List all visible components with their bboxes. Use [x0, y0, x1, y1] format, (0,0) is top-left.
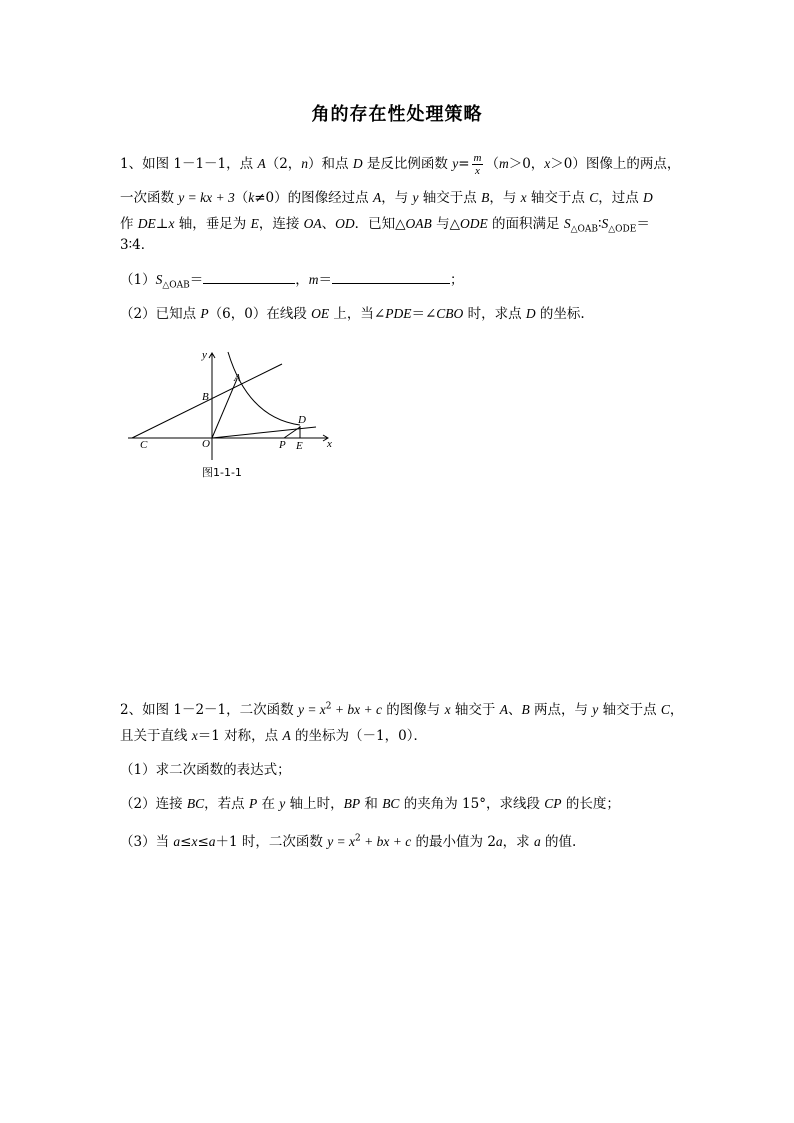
- problem-1-line-3: [120, 212, 650, 235]
- fraction-numerator: m: [473, 152, 482, 164]
- fraction-m-over-x: [472, 152, 484, 177]
- var: OE: [311, 306, 330, 321]
- problem-2-line-2: [120, 724, 427, 744]
- formula: + bx + c: [360, 834, 412, 849]
- hyperbola-curve: [228, 352, 300, 425]
- var: y: [412, 190, 419, 205]
- text: ，连接: [258, 216, 304, 232]
- var: OD: [335, 216, 355, 231]
- superscript: 2: [325, 701, 332, 712]
- label-B: B: [202, 391, 209, 403]
- text: =: [458, 156, 470, 172]
- var: BC: [382, 796, 400, 811]
- answer-blank-m[interactable]: [332, 271, 450, 284]
- text: 的坐标为（－1，0）．: [290, 728, 427, 744]
- text: 是反比例函数: [362, 156, 453, 172]
- text: 轴，垂足为: [174, 216, 251, 232]
- text: 轴交于点: [418, 190, 482, 206]
- text: ≤: [197, 834, 209, 850]
- problem-1-question-2: [120, 302, 585, 322]
- var: S: [601, 216, 609, 231]
- var: CBO: [436, 306, 464, 321]
- text: 上，当∠: [329, 306, 386, 322]
- text: ．已知△: [354, 216, 406, 232]
- text: 作: [120, 216, 138, 232]
- segment-OA: [212, 379, 237, 438]
- var: A: [257, 156, 266, 171]
- text: ∶: [597, 216, 602, 232]
- label-E: E: [296, 440, 303, 452]
- problem-1-line-4: 3∶4．: [120, 237, 155, 253]
- label-y: y: [202, 349, 207, 361]
- text: 轴交于: [450, 702, 500, 718]
- text: （: [234, 190, 249, 206]
- var: S: [563, 216, 571, 231]
- var: BC: [186, 796, 205, 811]
- text: 在: [257, 796, 280, 812]
- formula: y = kx + 3: [178, 190, 235, 205]
- text: 轴交于点: [526, 190, 590, 206]
- var: y: [592, 702, 599, 717]
- label-D: D: [298, 414, 306, 426]
- problem-2-question-2: [120, 792, 620, 812]
- text: 两点，与: [529, 702, 593, 718]
- problem-2-line-1: [120, 698, 683, 718]
- formula: y = x: [297, 702, 326, 717]
- fraction-denominator: x: [475, 165, 480, 177]
- text: 轴上时，: [285, 796, 344, 812]
- var: x: [168, 216, 175, 231]
- text: ＝: [636, 216, 650, 232]
- text: （1）: [120, 272, 156, 288]
- var: A: [282, 728, 291, 743]
- text: 的夹角为 15°，求线段: [399, 796, 545, 812]
- text: 和: [360, 796, 383, 812]
- text: ⊥: [155, 216, 169, 232]
- var: S: [155, 272, 163, 287]
- text: ，: [669, 702, 684, 718]
- label-C: C: [140, 439, 148, 451]
- var: a: [208, 834, 216, 849]
- text: ）和点: [308, 156, 353, 172]
- text: ；: [450, 272, 464, 288]
- var: x: [444, 702, 451, 717]
- text: （6，0）在线段: [208, 306, 312, 322]
- label-A: A: [234, 372, 241, 384]
- text: 、: [321, 216, 336, 232]
- var: n: [301, 156, 309, 171]
- answer-blank-area[interactable]: [203, 271, 295, 284]
- var: a: [173, 834, 181, 849]
- text: ＝∠: [411, 306, 437, 322]
- text: 轴交于点: [598, 702, 661, 718]
- problem-2-question-1: （1）求二次函数的表达式；: [120, 762, 291, 778]
- var: D: [352, 156, 363, 171]
- text: 一次函数: [120, 190, 179, 206]
- text: 且关于直线: [120, 728, 192, 744]
- text: （2）连接: [120, 796, 187, 812]
- var: CP: [544, 796, 562, 811]
- var: DE: [137, 216, 156, 231]
- text: 的值.: [540, 834, 577, 850]
- text: ，若点: [204, 796, 249, 812]
- var: x: [544, 156, 551, 171]
- var: A: [372, 190, 382, 205]
- label-O: O: [202, 438, 210, 450]
- text: 的图像与: [382, 702, 445, 718]
- var: y: [279, 796, 286, 811]
- problem-1-line-2: [120, 186, 653, 206]
- problem-1-line-1: [120, 152, 680, 177]
- figure-1-1-1: [128, 348, 338, 460]
- var: PDE: [385, 306, 412, 321]
- var: x: [191, 834, 198, 849]
- var: OAB: [405, 216, 432, 231]
- var: ODE: [459, 216, 488, 231]
- text: ，过点: [598, 190, 644, 206]
- text: 2、如图 1－2－1，二次函数: [120, 702, 298, 718]
- text: ＞0，: [508, 156, 545, 172]
- page-title: 角的存在性处理策略: [311, 104, 483, 125]
- var: D: [643, 190, 653, 205]
- figure-caption: 图1-1-1: [202, 466, 242, 479]
- segment-PD: [284, 427, 300, 438]
- var: x: [520, 190, 527, 205]
- text: ＞0）图像上的两点，: [550, 156, 681, 172]
- text: 的坐标.: [535, 306, 585, 322]
- text: （2，: [265, 156, 302, 172]
- var: A: [499, 702, 508, 717]
- var: x: [191, 728, 198, 743]
- text: 与△: [431, 216, 460, 232]
- text: ＝: [318, 272, 333, 288]
- label-x: x: [327, 438, 332, 450]
- var: D: [525, 306, 536, 321]
- text: 、: [507, 702, 522, 718]
- text: （3）当: [120, 834, 174, 850]
- var: C: [660, 702, 670, 717]
- var: B: [521, 702, 530, 717]
- text: ，: [295, 272, 309, 288]
- text: 的面积满足: [487, 216, 564, 232]
- text: 时，求点: [463, 306, 526, 322]
- text: ＝: [189, 272, 204, 288]
- problem-1-question-1: [120, 268, 464, 291]
- text: ＝1 对称，点: [197, 728, 283, 744]
- label-P: P: [279, 439, 286, 451]
- var: OA: [303, 216, 322, 231]
- var: m: [498, 156, 509, 171]
- text: ＋1 时，二次函数: [215, 834, 328, 850]
- var: a: [533, 834, 541, 849]
- var: B: [481, 190, 490, 205]
- text: （: [485, 156, 499, 172]
- var: P: [248, 796, 258, 811]
- formula: y = x: [327, 834, 356, 849]
- text: 1、如图 1－1－1，点: [120, 156, 258, 172]
- formula: + bx + c: [331, 702, 382, 717]
- subscript: △OAB: [570, 224, 598, 235]
- var: y: [452, 156, 459, 171]
- text: 的最小值为 2: [411, 834, 496, 850]
- superscript: 2: [355, 833, 361, 844]
- var: C: [589, 190, 599, 205]
- var: BP: [343, 796, 361, 811]
- text: ≤: [180, 834, 192, 850]
- problem-2-question-3: [120, 830, 576, 850]
- var: k: [248, 190, 255, 205]
- var: E: [250, 216, 259, 231]
- var: m: [308, 272, 319, 287]
- text: （2）已知点: [120, 306, 201, 322]
- var: a: [495, 834, 503, 849]
- text: ，与: [489, 190, 521, 206]
- var: P: [200, 306, 209, 321]
- text: ，与: [381, 190, 413, 206]
- subscript: △ODE: [608, 224, 637, 235]
- subscript: △OAB: [162, 280, 190, 291]
- text: ，求: [502, 834, 534, 850]
- text: 的长度；: [561, 796, 620, 812]
- text: ≠0）的图像经过点: [254, 190, 373, 206]
